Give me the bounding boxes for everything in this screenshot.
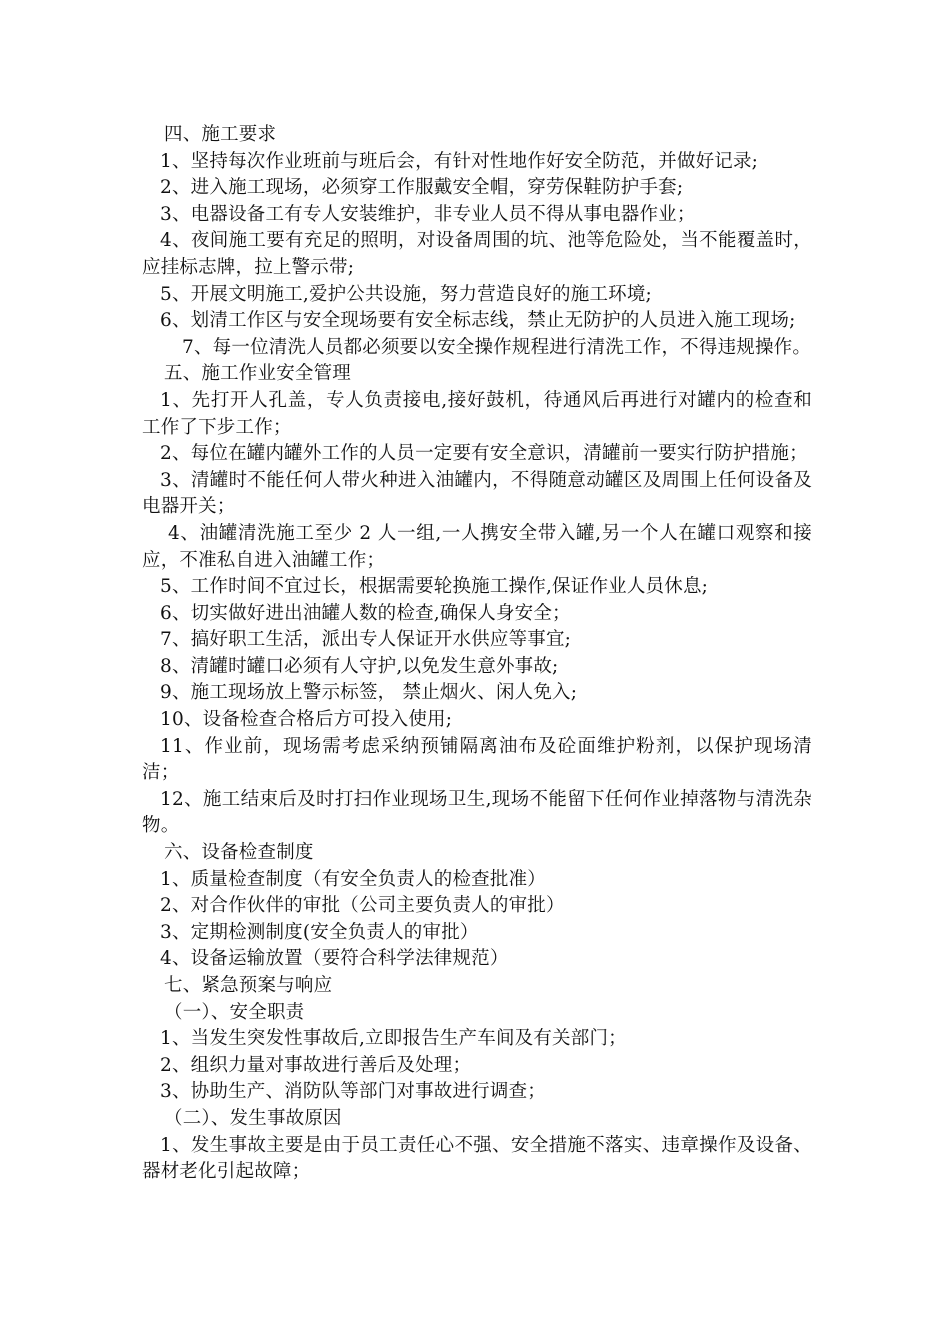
paragraph: 7、搞好职工生活，派出专人保证开水供应等事宜; [160, 629, 572, 651]
subsection-heading-2: （二）、发生事故原因 [164, 1107, 342, 1129]
paragraph: 4、油罐清洗施工至少 2 人一组,一人携安全带入罐,另一个人在罐口观察和接应，不准私自进入油罐工作； [142, 522, 812, 571]
section-heading-7: 七、紧急预案与响应 [164, 975, 333, 996]
paragraph: 4、设备运输放置（要符合科学法律规范） [160, 948, 509, 970]
paragraph: 4、夜间施工要有充足的照明，对设备周围的坑、池等危险处，当不能覆盖时，应挂标志牌，拉上警示带; [142, 230, 812, 278]
paragraph: 1、当发生突发性事故后,立即报告生产车间及有关部门； [160, 1028, 627, 1050]
paragraph: 6、划清工作区与安全现场要有安全标志线，禁止无防护的人员进入施工现场; [160, 310, 796, 332]
paragraph: 1、质量检查制度（有安全负责人的检查批准） [160, 868, 546, 890]
paragraph: 1、先打开人孔盖，专人负责接电,接好鼓机，待通风后再进行对罐内的检查和工作了下步工作； [142, 389, 812, 438]
paragraph: 2、进入施工现场，必须穿工作服戴安全帽，穿劳保鞋防护手套; [160, 177, 684, 199]
subsection-heading-1: （一）、安全职责 [164, 1001, 305, 1023]
paragraph: 5、工作时间不宜过长，根据需要轮换施工操作,保证作业人员休息; [160, 576, 709, 598]
paragraph: 11、作业前，现场需考虑采纳预铺隔离油布及砼面维护粉剂，以保护现场清洁； [142, 735, 812, 784]
paragraph: 12、施工结束后及时打扫作业现场卫生,现场不能留下任何作业掉落物与清洗杂物。 [142, 788, 812, 837]
paragraph: 7、每一位清洗人员都必须要以安全操作规程进行清洗工作，不得违规操作。 [182, 336, 812, 358]
paragraph: 1、坚持每次作业班前与班后会，有针对性地作好安全防范，并做好记录; [160, 150, 759, 172]
paragraph: 2、对合作伙伴的审批（公司主要负责人的审批） [160, 895, 565, 917]
section-heading-4: 四、施工要求 [164, 124, 277, 145]
paragraph: 2、组织力量对事故进行善后及处理； [160, 1054, 472, 1076]
paragraph: 9、施工现场放上警示标签， 禁止烟火、闲人免入; [160, 682, 578, 704]
paragraph: 3、协助生产、消防队等部门对事故进行调查； [160, 1081, 546, 1103]
section-heading-5: 五、施工作业安全管理 [164, 363, 352, 385]
paragraph: 6、切实做好进出油罐人数的检查,确保人身安全； [160, 602, 571, 624]
paragraph: 1、发生事故主要是由于员工责任心不强、安全措施不落实、违章操作及设备、器材老化引起故障； [142, 1134, 812, 1183]
paragraph: 3、清罐时不能任何人带火种进入油罐内，不得随意动罐区及周围上任何设备及电器开关； [142, 469, 812, 518]
paragraph: 10、设备检查合格后方可投入使用; [160, 709, 453, 731]
document-body [142, 122, 812, 1186]
paragraph: 8、清罐时罐口必须有人守护,以免发生意外事故; [160, 655, 559, 677]
paragraph: 2、每位在罐内罐外工作的人员一定要有安全意识，清罐前一要实行防护措施； [160, 443, 808, 465]
paragraph: 5、开展文明施工,爱护公共设施，努力营造良好的施工环境; [160, 283, 652, 305]
section-heading-6: 六、设备检查制度 [164, 842, 314, 864]
paragraph: 3、定期检测制度(安全负责人的审批） [160, 921, 479, 943]
paragraph: 3、电器设备工有专人安装维护，非专业人员不得从事电器作业； [160, 203, 696, 225]
